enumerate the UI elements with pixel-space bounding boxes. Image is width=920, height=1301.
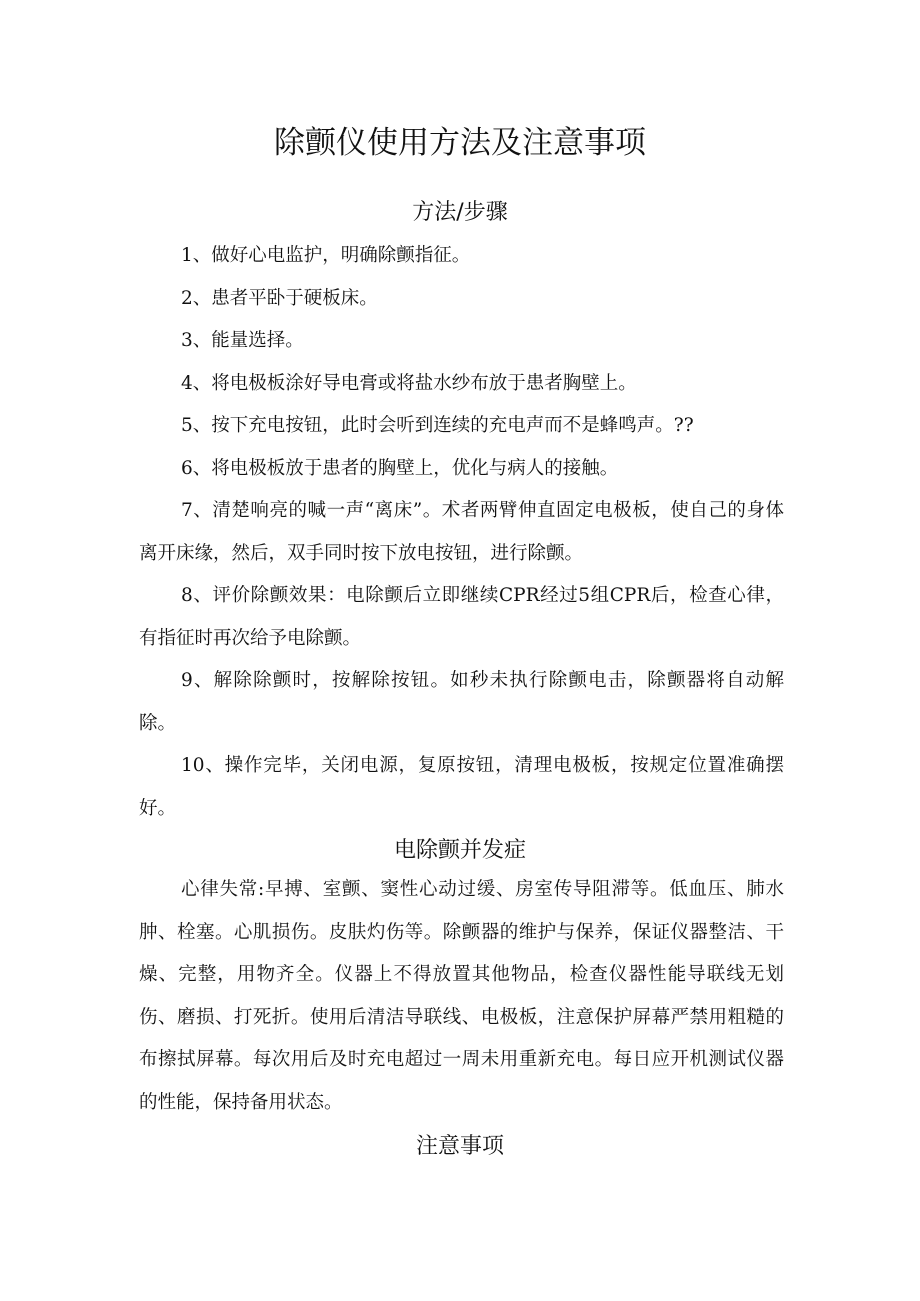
step-item: 6、将电极板放于患者的胸壁上，优化与病人的接触。 <box>181 457 619 479</box>
step-item: 9、解除除颤时，按解除按钮。如秒未执行除颤电击，除颤器将自动解除。 <box>139 670 784 734</box>
step-item: 5、按下充电按钮，此时会听到连续的充电声而不是蜂鸣声。?? <box>181 415 694 436</box>
complications-section-heading: 电除颤并发症 <box>393 838 526 863</box>
step-item: 2、患者平卧于硬板床。 <box>181 287 378 309</box>
method-section-heading: 方法/步骤 <box>412 200 508 225</box>
step-item: 10、操作完毕，关闭电源，复原按钮，清理电极板，按规定位置准确摆好。 <box>139 755 784 819</box>
step-item: 3、能量选择。 <box>181 330 304 351</box>
step-item: 4、将电极板涂好导电膏或将盐水纱布放于患者胸壁上。 <box>181 372 637 394</box>
step-item: 7、清楚响亮的喊一声“离床”。术者两臂伸直固定电极板，使自己的身体离开床缘，然后，双手同时按下放电按钮，进行除颤。 <box>139 500 784 564</box>
complications-body <box>139 869 784 1124</box>
step-item: 8、评价除颤效果：电除颤后立即继续CPR经过5组CPR后，检查心律，有指征时再次给予电除颤。 <box>139 585 784 649</box>
method-steps-list <box>139 235 784 830</box>
notes-section-heading: 注意事项 <box>415 1134 504 1159</box>
complications-paragraph: 心律失常:早搏、室颤、窦性心动过缓、房室传导阻滞等。低血压、肺水肿、栓塞。心肌损伤。皮肤灼伤等。除颤器的维护与保养，保证仪器整洁、干燥、完整，用物齐全。仪器上不得放置其他物品，检查仪器性能导联线无划伤、磨损、打死折。使用后清洁导联线、电极板，注意保护屏幕严禁用粗糙的布擦拭屏幕。每次用后及时充电超过一周未用重新充电。每日应开机测试仪器的性能，保持备用状态。 <box>139 879 784 1113</box>
step-item: 1、做好心电监护，明确除颤指征。 <box>181 245 471 266</box>
document-title: 除颤仪使用方法及注意事项 <box>274 125 646 161</box>
